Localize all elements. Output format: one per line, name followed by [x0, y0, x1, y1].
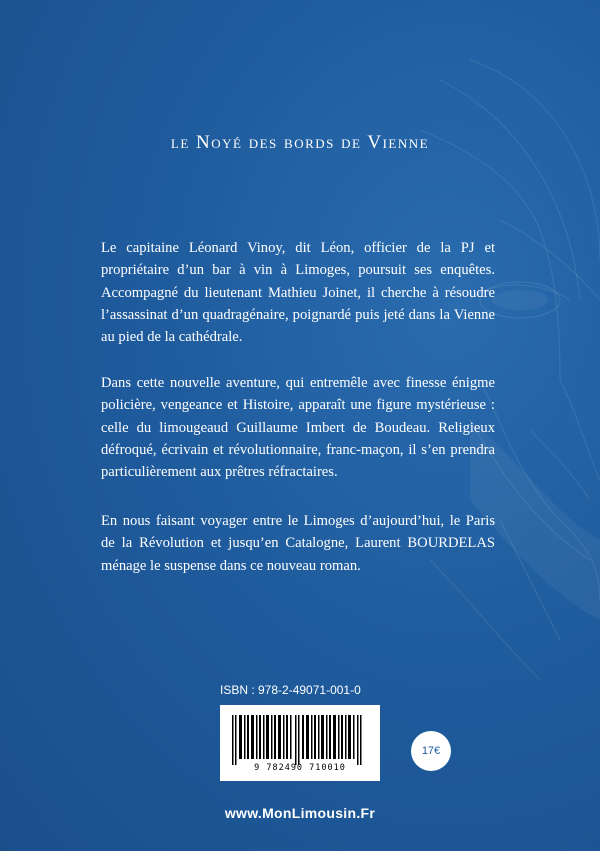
barcode-bars-icon: [230, 715, 370, 765]
barcode: [220, 705, 380, 781]
isbn-label: ISBN : 978-2-49071-001-0: [220, 683, 361, 697]
summary-paragraph-1: Le capitaine Léonard Vinoy, dit Léon, officier de la PJ et propriétaire d’un bar à vin à Limoges, poursuit ses enquêtes. Accompagné du lieutenant Mathieu Joinet, il cherche à résoudre l’assassinat d’un quadragénaire, poignardé puis jeté dans la Vienne au pied de la cathédrale.: [101, 240, 495, 346]
summary-paragraph-3: En nous faisant voyager entre le Limoges d’aujourd’hui, le Paris de la Révolution et jusqu’en Catalogne, Laurent BOURDELAS ménage le suspense dans ce nouveau roman.: [101, 513, 495, 574]
barcode-digits: 9 782490 710010: [254, 763, 346, 773]
website-link[interactable]: www.MonLimousin.Fr: [224, 805, 376, 821]
price-badge: 17€: [411, 731, 451, 771]
summary-paragraph-2: Dans cette nouvelle aventure, qui entremêle avec finesse énigme policière, vengeance et Histoire, apparaît une figure mystérieuse : celle du limougeaud Guillaume Imbert de Boudeau. Religieux défroqué, écrivain et révolutionnaire, franc-maçon, il s’en prendra particulièrement aux prêtres réfractaires.: [101, 375, 495, 481]
book-title: le Noyé des bords de Vienne: [170, 132, 430, 153]
